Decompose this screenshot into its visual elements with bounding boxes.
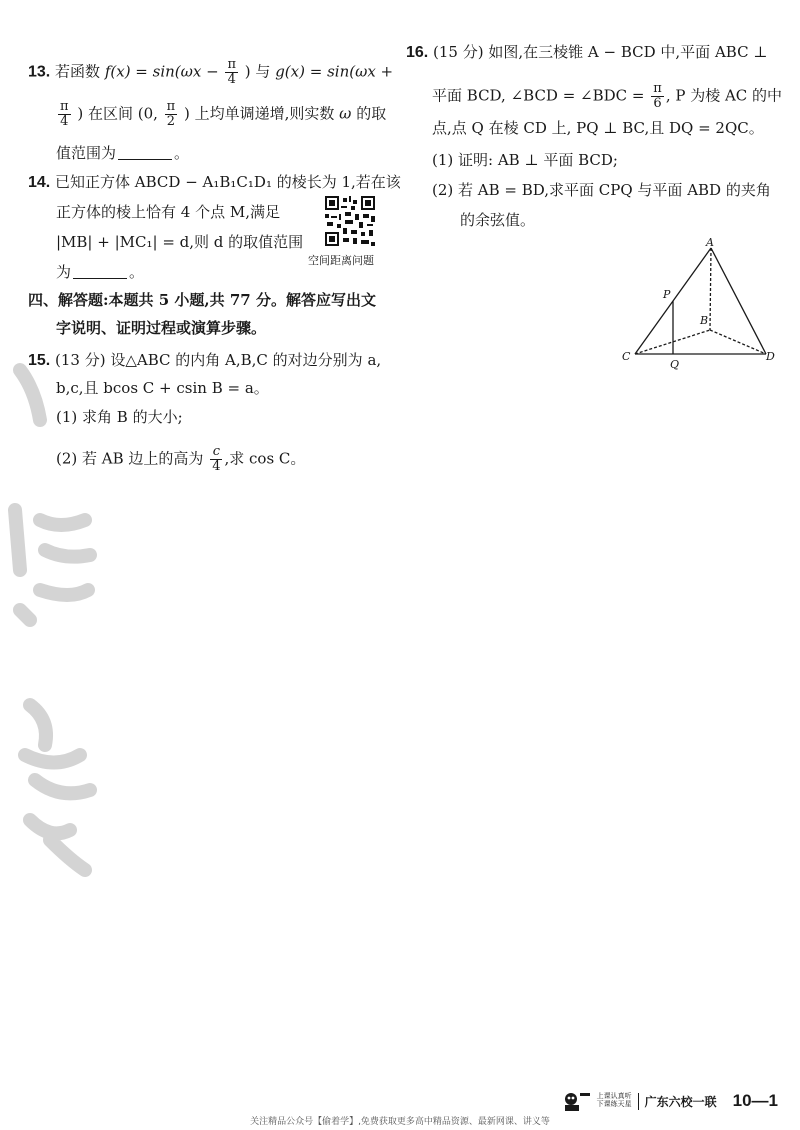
q16-part-2-line-1: (2) 若 AB = BD,求平面 CPQ 与平面 ABD 的夹角: [432, 181, 771, 199]
q16-part-2-line-2: 的余弦值。: [460, 211, 536, 229]
q13-text-3: 值范围为: [56, 144, 117, 162]
footer-note: 关注精品公众号【偷着学】,免费获取更多高中精品资源、最新网课、讲义等: [250, 1117, 550, 1127]
page-number: 10—1: [732, 1091, 778, 1110]
q13-line-1: [28, 58, 393, 87]
q15-text-2: b,c,且 bcos C + csin B = a。: [56, 379, 269, 397]
q16-pyramid-figure: [618, 236, 778, 372]
q13-frac-pi-2: $\frac{\pi}{2}$: [166, 99, 176, 129]
q13-text-2b: ) 上均单调递增,则实数: [184, 104, 335, 123]
section4-heading-line-1: 四、解答题:本题共 5 小题,共 77 分。解答应写出文: [28, 291, 376, 309]
q16-text-1: (15 分) 如图,在三棱锥 A − BCD 中,平面 ABC ⊥: [433, 43, 768, 61]
footer-slogan: 上课认真听 下课练天星: [596, 1093, 632, 1108]
q13-text-1a: 若函数: [55, 62, 101, 81]
q14-text-3: |MB| + |MC₁| = d,则 d 的取值范围: [56, 233, 304, 251]
q15-part-2: (2) 若 AB 边上的高为 $\frac{c}{4}$ ,求 cos C。: [56, 444, 306, 474]
q13-line-3: 值范围为 。: [56, 144, 190, 162]
q14-line-2: [56, 202, 280, 222]
q14-line-4: 为 。: [56, 263, 145, 281]
q16-line-3: 点,点 Q 在棱 CD 上, PQ ⊥ BC,且 DQ = 2QC。: [432, 119, 764, 137]
q16-part-1: (1) 证明: AB ⊥ 平面 BCD;: [432, 151, 618, 169]
q16-line-1: [406, 42, 767, 63]
q13-text-1c: ) 与: [244, 62, 271, 81]
q14-line-1: [28, 172, 401, 193]
q15-line-2: [56, 378, 269, 398]
q14-number: 14.: [28, 174, 51, 191]
q16-frac-pi-6: $\frac{\pi}{6}$: [653, 81, 662, 111]
q15-line-1: [28, 350, 381, 371]
q16-line-2: 平面 BCD, ∠BCD = ∠BDC = $\frac{\pi}{6}$ , P 为棱 AC 的中: [432, 81, 783, 111]
fig-label-d: D: [766, 350, 775, 363]
q13-text-2c: ω: [339, 104, 352, 123]
q13-frac-pi-4-b: $\frac{\pi}{4}$: [60, 99, 69, 129]
q14-line-3: [56, 232, 303, 252]
qr-caption: 空间距离问题: [308, 254, 374, 267]
q13-text-1d: g(x) = sin(ωx +: [275, 62, 394, 81]
qr-code[interactable]: [325, 196, 375, 246]
q13-frac-pi-4-a: $\frac{\pi}{4}$: [227, 57, 237, 87]
mascot-logo-icon: [561, 1090, 591, 1112]
fig-label-b: B: [700, 314, 709, 327]
footer-school-name: 广东六校一联: [638, 1093, 717, 1110]
q13-answer-blank[interactable]: [118, 159, 172, 160]
q16-number: 16.: [406, 44, 429, 61]
footer-brand: [561, 1090, 778, 1112]
q15-part-1: (1) 求角 B 的大小;: [56, 408, 183, 426]
q13-line-2: [56, 100, 386, 129]
q14-answer-blank[interactable]: [73, 278, 127, 279]
fig-label-c: C: [622, 350, 631, 363]
q13-text-2d: 的取: [356, 104, 387, 123]
q15-frac-c-4: $\frac{c}{4}$: [212, 444, 221, 474]
section4-heading-line-2: 字说明、证明过程或演算步骤。: [56, 319, 267, 337]
q13-text-2a: ) 在区间 (0,: [77, 104, 158, 123]
q13-number: 13.: [28, 63, 51, 81]
fig-label-a: A: [706, 236, 714, 249]
q14-text-2: 正方体的棱上恰有 4 个点 M,满足: [56, 203, 280, 221]
watermark-brush-strokes: [0, 360, 110, 880]
q14-text-1: 已知正方体 ABCD − A₁B₁C₁D₁ 的棱长为 1,若在该: [55, 173, 401, 191]
q13-text-1b: f(x) = sin(ωx −: [104, 62, 219, 81]
q15-text-1: (13 分) 设△ABC 的内角 A,B,C 的对边分别为 a,: [55, 351, 382, 369]
fig-label-q: Q: [670, 358, 680, 371]
fig-label-p: P: [663, 288, 671, 301]
q15-number: 15.: [28, 352, 51, 369]
